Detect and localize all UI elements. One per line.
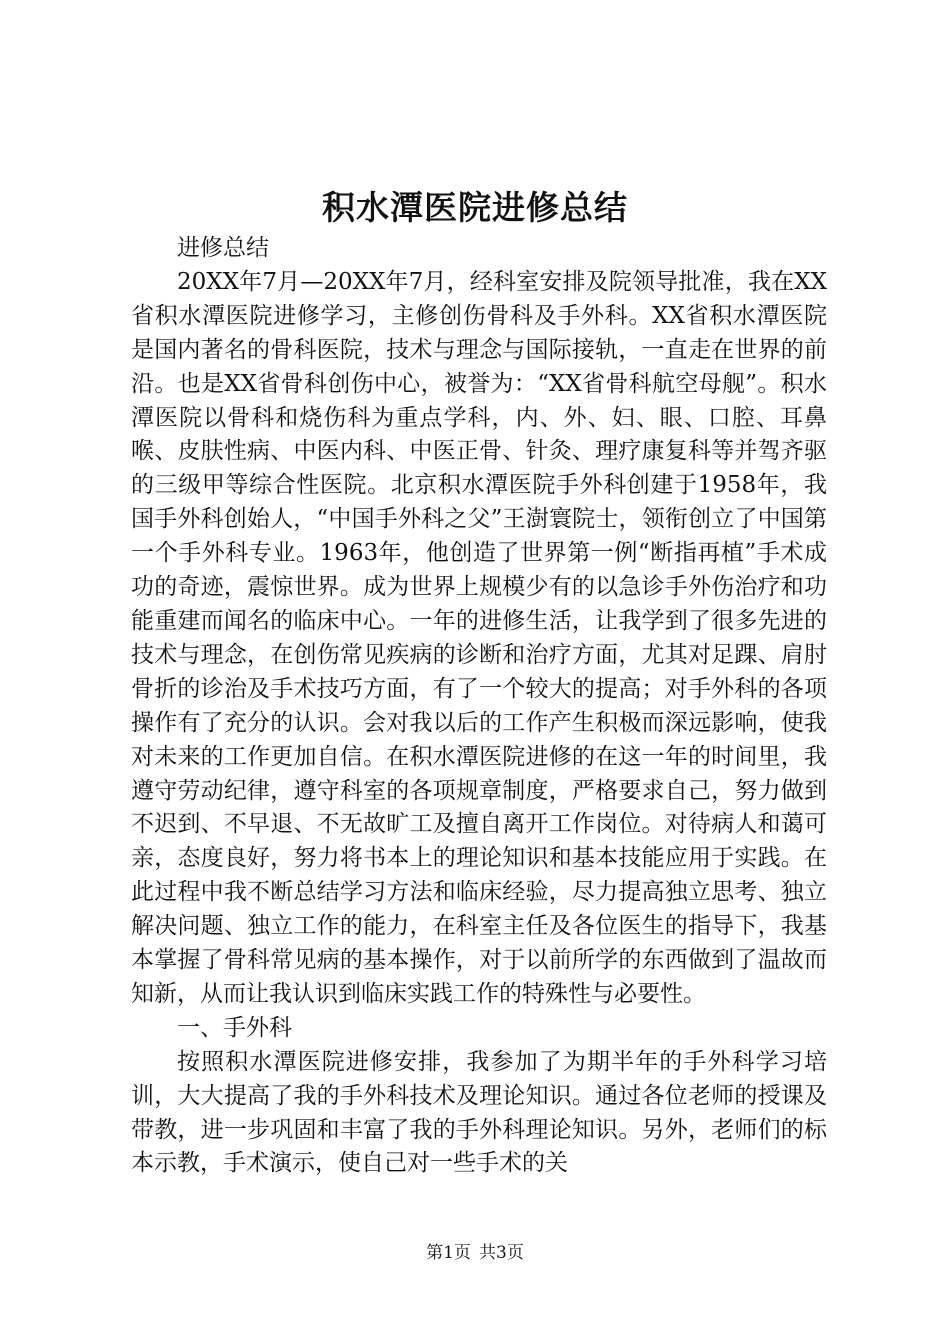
section-heading-summary: 进修总结 — [177, 235, 269, 261]
page-number-current: 第1页 — [426, 1243, 471, 1263]
page-footer — [0, 1241, 950, 1265]
page-number-total: 共3页 — [479, 1243, 524, 1263]
document-title: 积水潭医院进修总结 — [322, 188, 628, 227]
body-paragraph-hand-surgery: 按照积水潭医院进修安排，我参加了为期半年的手外科学习培训，大大提高了我的手外科技术及理论知识。通过各位老师的授课及带教，进一步巩固和丰富了我的手外科理论知识。另外，老师们的标本示教，手术演示，使自己对一些手术的关 — [131, 1048, 827, 1177]
document-body — [131, 232, 827, 1181]
section-heading-hand-surgery: 一、手外科 — [177, 1014, 292, 1041]
body-paragraph-intro: 20XX年7月—20XX年7月，经科室安排及院领导批准，我在XX省积水潭医院进修学习，主修创伤骨科及手外科。XX省积水潭医院是国内著名的骨科医院，技术与理念与国际接轨，一直走在世界的前沿。也是XX省骨科创伤中心，被誉为：“XX省骨科航空母舰”。积水潭医院以骨科和烧伤科为重点学科，内、外、妇、眼、口腔、耳鼻喉、皮肤性病、中医内科、中医正骨、针灸、理疗康复科等并驾齐驱的三级甲等综合性医院。北京积水潭医院手外科创建于1958年，我国手外科创始人，“中国手外科之父”王澍寰院士，领衔创立了中国第一个手外科专业。1963年，他创造了世界第一例“断指再植”手术成功的奇迹，震惊世界。成为世界上规模少有的以急诊手外伤治疗和功能重建而闻名的临床中心。一年的进修生活，让我学到了很多先进的技术与理念，在创伤常见疾病的诊断和治疗方面，尤其对足踝、肩肘骨折的诊治及手术技巧方面，有了一个较大的提高；对手外科的各项操作有了充分的认识。会对我以后的工作产生积极而深远影响，使我对未来的工作更加自信。在积水潭医院进修的在这一年的时间里，我遵守劳动纪律，遵守科室的各项规章制度，严格要求自己，努力做到不迟到、不早退、不无故旷工及擅自离开工作岗位。对待病人和蔼可亲，态度良好，努力将书本上的理论知识和基本技能应用于实践。在此过程中我不断总结学习方法和临床经验，尽力提高独立思考、独立解决问题、独立工作的能力，在科室主任及各位医生的指导下，我基本掌握了骨科常见病的基本操作，对于以前所学的东西做到了温故而知新，从而让我认识到临床实践工作的特殊性与必要性。 — [131, 268, 827, 1007]
